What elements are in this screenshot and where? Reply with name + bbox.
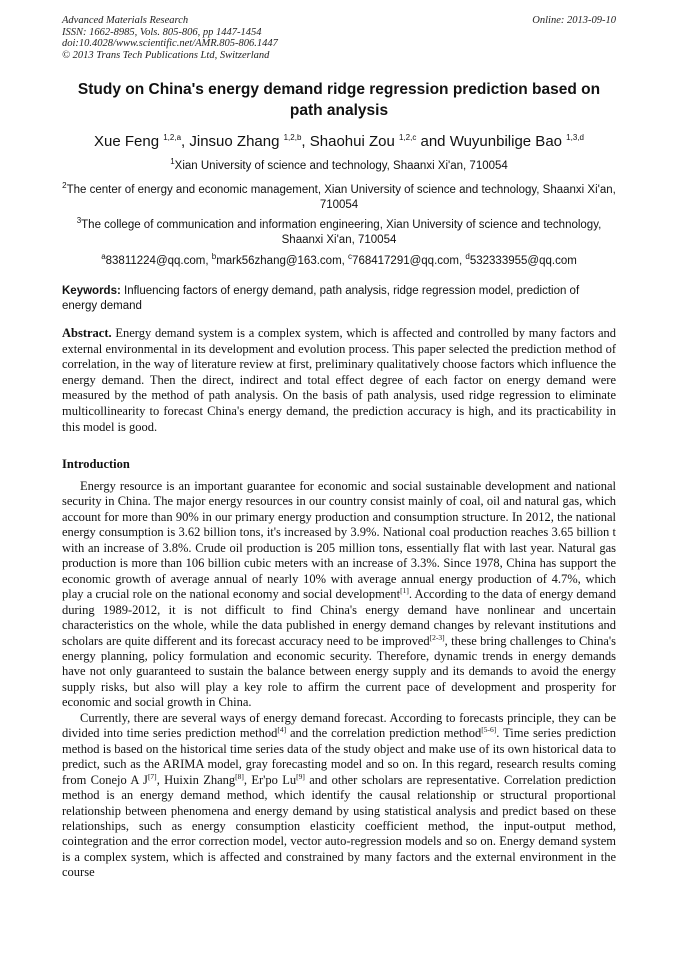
keywords-label: Keywords: — [62, 285, 121, 297]
email-mark: a — [101, 252, 106, 261]
author-name: Wuyunbilige Bao — [449, 133, 567, 150]
paragraph-text: and the correlation prediction method — [286, 726, 482, 741]
paragraph-text: . According to the data of energy demand during 1989-2012, it is not difficult to find China's energy demand have nonlinear and uncertain characteristics on the whole, while the data published in energy demand changes by relevant institutions and scholars are quite different and its forecast accuracy need to be improved — [62, 587, 616, 648]
author-affiliation-mark: 1,3,d — [566, 133, 584, 142]
journal-name: Advanced Materials Research — [62, 15, 189, 26]
citation-ref: [4] — [277, 725, 287, 735]
doi-line: doi:10.4028/www.scientific.net/AMR.805-806.1447 — [62, 38, 278, 49]
author-affiliation-mark: 1,2,c — [398, 133, 417, 142]
paragraph-text: Energy resource is an important guarantee for economic and social sustainable development and national security in China. The major energy resources in our country consist mainly of coal, oil and natural gas, which account for more than 90% in our primary energy production and consumption structure. In 2012, the national energy consumption is 3.62 billion tons, it's increased by 3.9%. National coal production reaches 3.65 billion t with an increase of 3.8%. Crude oil production is 205 million tons, essentially flat with last year. Natural gas production is more than 106 billion cubic meters with an increase of 3.3%. Since 1978, China has support the economic growth of average annual of nearly 10% with average annual energy production of 4.7%, which play a crucial role on the national economy and social development — [62, 479, 616, 602]
email-address: 768417291@qq.com, — [352, 254, 466, 267]
author-name: Xue Feng — [94, 133, 164, 150]
paragraph-text: Currently, there are several ways of energy demand forecast. According to forecasts principle, they can be divided into time series prediction method — [62, 710, 616, 741]
body-text — [62, 479, 616, 881]
journal-header — [62, 15, 616, 61]
abstract-label: Abstract. — [62, 326, 112, 340]
body-paragraph — [62, 479, 616, 711]
citation-ref: [9] — [296, 771, 305, 781]
online-date: Online: 2013-09-10 — [532, 15, 616, 26]
paragraph-text: , these bring challenges to China's energy planning, policy formulation and economic security. Therefore, dynamic trends in energy demands have not only guaranteed to sustain the balance between energy supply and its demands to avoid the energy supply risks, but also will play a key role to affirm the current pace of development and prosperity for economic and social growth in China. — [62, 633, 616, 710]
email-address: mark56zhang@163.com, — [216, 254, 349, 267]
affiliation-3: $^3$The college of communication and information engineering, Xian University of science and technology, Shaanxi Xi'an, 710054 — [76, 216, 602, 246]
paragraph-text: and other scholars are representative. Correlation prediction method is an energy demand method, which identify the causal relationship or structural proportional relationship between phenomena and energy demand by using statistical analysis and predict based on these relationships, such as energy consumption elasticity coefficient method, the input-output method, cointegration and the error correction model, vector auto-regression models and so on. Energy demand system is a complex system, which is affected and constrained by many factors and the external environment in the course — [62, 772, 616, 880]
paragraph-text: . Time series prediction method is based on the historical time series data of the study object and make use of its own historical data to predict, such as the ARIMA model, gray forecasting model and so on. In this regard, research results coming from Conejo A J — [62, 726, 616, 787]
copyright-line: © 2013 Trans Tech Publications Ltd, Switzerland — [62, 49, 270, 61]
author-separator: and — [416, 133, 450, 150]
issn-line: ISSN: 1662-8985, Vols. 805-806, pp 1447-1454 — [62, 26, 262, 38]
email-mark: c — [348, 252, 353, 261]
body-paragraph — [62, 711, 616, 881]
citation-ref: [5-6] — [481, 725, 497, 735]
paragraph-text: , Huixin Zhang — [156, 772, 236, 787]
email-address: 532333955@qq.com — [469, 254, 577, 267]
email-list — [62, 249, 616, 269]
author-affiliation-mark: 1,2,a — [163, 133, 182, 142]
citation-ref: [1] — [400, 586, 409, 596]
citation-ref: [2-3] — [429, 632, 445, 642]
author-name: Shaohui Zou — [309, 133, 399, 150]
email-address: 83811224@qq.com, — [105, 254, 212, 267]
keywords-text: Influencing factors of energy demand, path analysis, ridge regression model, prediction of energy demand — [62, 285, 580, 312]
affiliation-1: $^1$Xian University of science and technology, Shaanxi Xi'an, 710054 — [170, 157, 508, 172]
paper-title: Study on China's energy demand ridge regression prediction based on path analysis — [77, 81, 601, 119]
author-name: Jinsuo Zhang — [189, 133, 284, 150]
affiliation-2: $^2$The center of energy and economic management, Xian University of science and technology, Shaanxi Xi'an, 710054 — [62, 181, 616, 211]
email-mark: b — [211, 252, 217, 261]
abstract — [62, 326, 616, 435]
author-separator: , — [181, 133, 190, 150]
paragraph-text: , Er'po Lu — [243, 772, 297, 787]
section-title: Introduction — [62, 457, 130, 471]
author-separator: , — [301, 133, 310, 150]
citation-ref: [8] — [235, 771, 244, 781]
email-mark: d — [465, 252, 470, 261]
abstract-text: Energy demand system is a complex system, which is affected and controlled by many factors and external environmental in its development and evolution process. This paper selected the prediction method of correlation, in the way of literature review at first, preliminary qualitatively choose factors which influence the energy demand. Then the direct, indirect and total effect degree of each factor on energy demand were measured by the method of path analysis. On the basis of path analysis, used ridge regression to eliminate multicollinearity to forecast China's energy demand, the prediction accuracy is high, and its practicability in this model is good. — [62, 326, 616, 434]
author-affiliation-mark: 1,2,b — [283, 133, 302, 142]
keywords — [62, 284, 616, 314]
author-list — [62, 128, 616, 152]
citation-ref: [7] — [147, 771, 157, 781]
